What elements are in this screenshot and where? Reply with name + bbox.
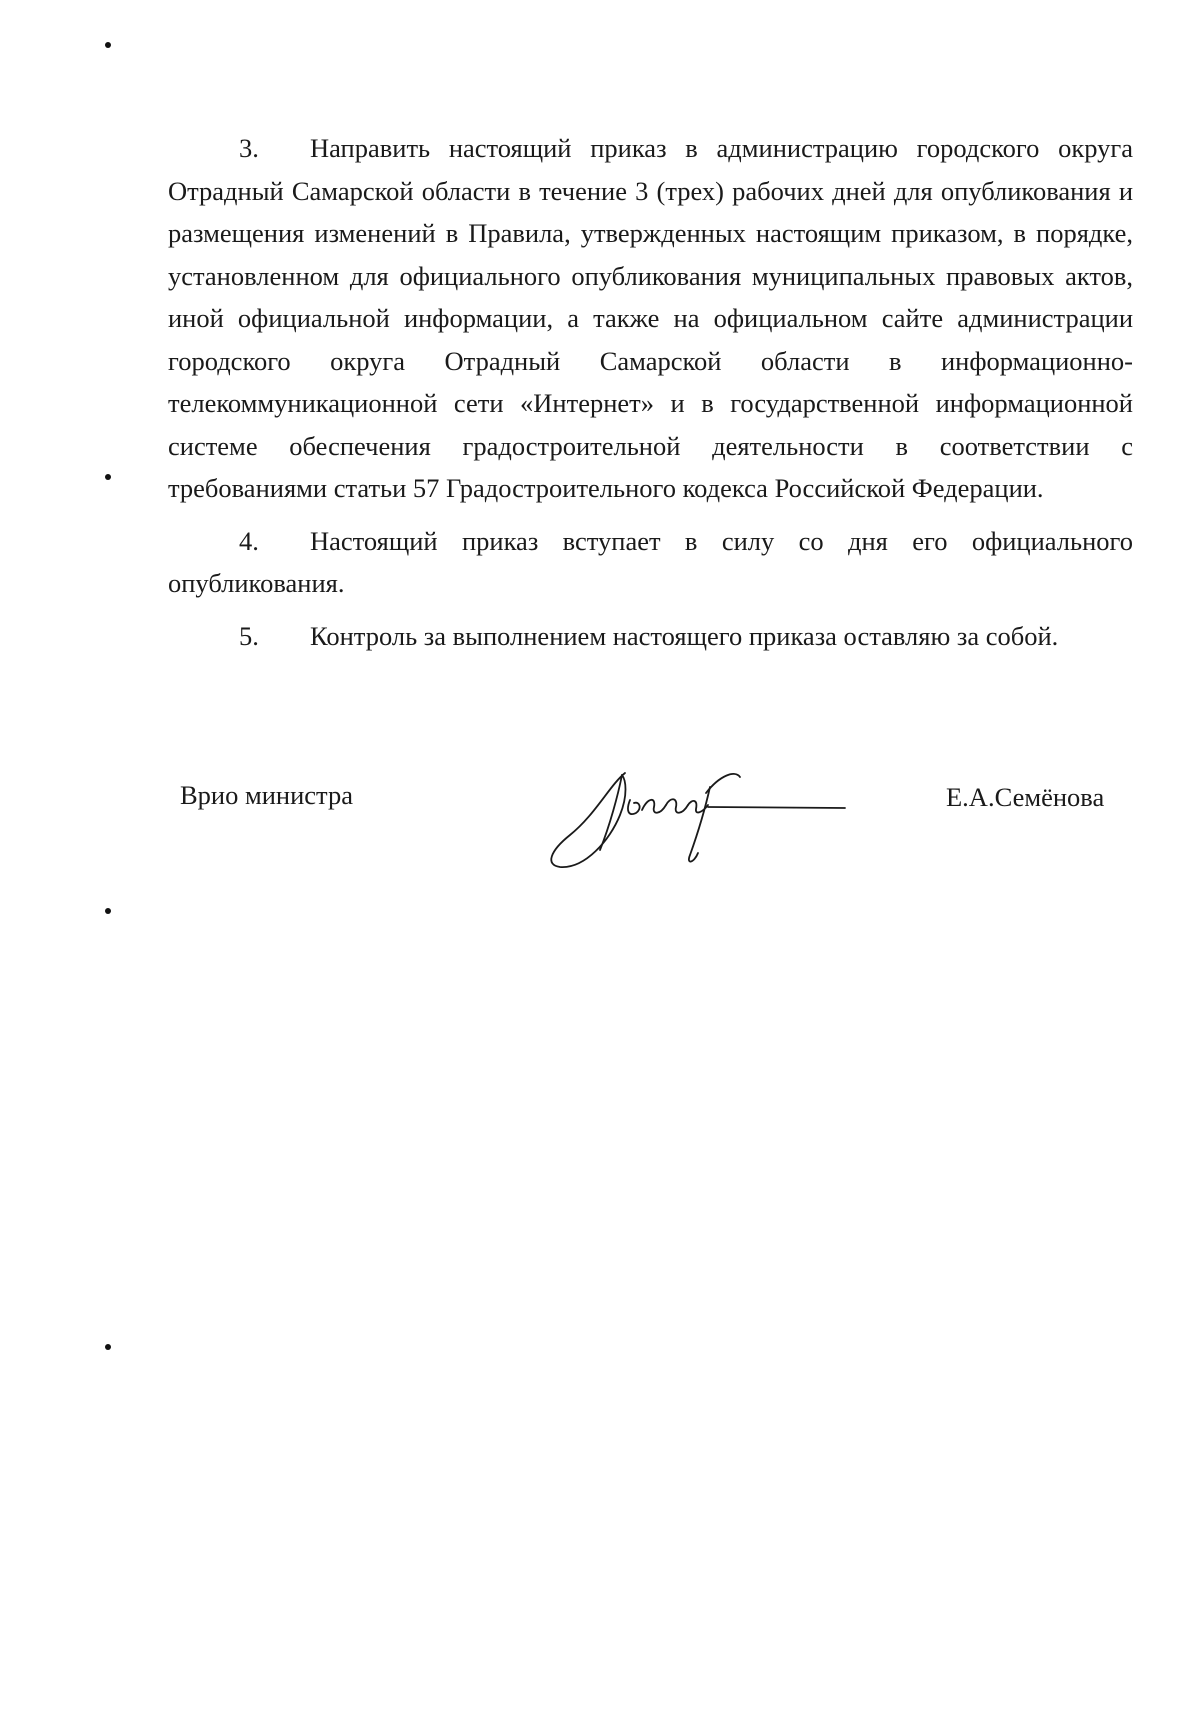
punch-hole-mark: [105, 1344, 111, 1350]
paragraph-number: 3.: [239, 133, 259, 163]
punch-hole-mark: [105, 908, 111, 914]
paragraph-text: Настоящий приказ вступает в силу со дня его официального опубликования.: [168, 525, 1133, 598]
paragraph-item-5: [168, 615, 1133, 658]
signatory-title: Врио министра: [180, 780, 353, 810]
handwritten-signature: [530, 755, 850, 885]
paragraph-item-3: [168, 127, 1133, 510]
signature-block: [0, 770, 1200, 880]
paragraph-text: Направить настоящий приказ в администрацию городского округа Отрадный Самарской области в течение 3 (трех) рабочих дней для опубликования и размещения изменений в Правила, утвержденных настоящим приказом, в порядке, установленном для официального опубликования муниципальных правовых актов, иной официальной информации, а также на официальном сайте администрации городского округа Отрадный Самарской области в информационно-телекоммуникационной сети «Интернет» и в государственной информационной системе обеспечения градостроительной деятельности в соответствии с требованиями статьи 57 Градостроительного кодекса Российской Федерации.: [168, 133, 1133, 503]
document-body: [168, 127, 1133, 667]
punch-hole-mark: [105, 42, 111, 48]
paragraph-number: 5.: [239, 620, 259, 651]
signatory-name: Е.А.Семёнова: [946, 782, 1105, 812]
paragraph-number: 4.: [239, 525, 259, 556]
paragraph-item-4: [168, 520, 1133, 605]
paragraph-text: Контроль за выполнением настоящего приказа оставляю за собой.: [310, 620, 1059, 651]
punch-hole-mark: [105, 474, 111, 480]
